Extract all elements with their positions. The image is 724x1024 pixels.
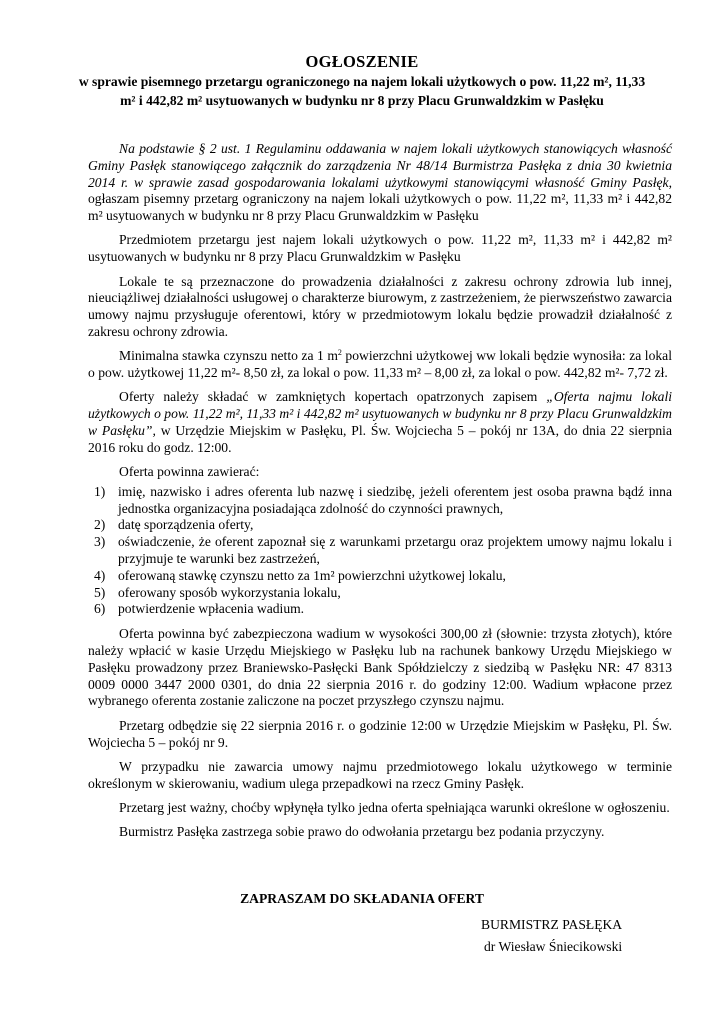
- list-item: [88, 517, 672, 534]
- list-item-text: imię, nazwisko i adres oferenta lub nazwę i siedzibę, jeżeli oferentem jest osoba prawna bądź inna jednostka organizacyjna posiadająca zdolność do czynności prawnych,: [118, 483, 672, 516]
- list-item: [88, 585, 672, 602]
- document-body: [88, 141, 672, 848]
- paragraph-purpose: Lokale te są przeznaczone do prowadzenia działalności z zakresu ochrony zdrowia lub innej, nieuciążliwej działalności usługowej o charakterze biurowym, z zastrzeżeniem, że pierwszeństwo zawarcia umowy najmu przysługuje oferentowi, który w przedmiotowym lokalu będzie prowadził działalność z zakresu ochrony zdrowia.: [88, 273, 672, 339]
- minimum-rate-text-b: powierzchni użytkowej ww lokali będzie wynosiła: za lokal o pow. użytkowej 11,22 m²- 8,50 zł, za lokal o pow. 11,33 m² – 8,00 zł, za lokal o pow. 442,82 m²- 7,72 zł.: [88, 348, 672, 381]
- list-item-number: 4): [94, 567, 106, 583]
- minimum-rate-superscript: 2: [337, 348, 342, 358]
- list-item-number: 6): [94, 601, 106, 617]
- paragraph-tender-date: Przetarg odbędzie się 22 sierpnia 2016 r. o godzinie 12:00 w Urzędzie Miejskim w Pasłęku, Pl. Św. Wojciecha 5 – pokój nr 9.: [88, 717, 672, 750]
- legal-basis-italic: Na podstawie § 2 ust. 1 Regulaminu oddawania w najem lokali użytkowych stanowiących własność Gminy Pasłęk stanowiącego załącznik do zarządzenia Nr 48/14 Burmistrza Pasłęka z dnia 30 kwietnia 2014 r. w sprawie zasad gospodarowania lokalami użytkowymi stanowiącymi własność Gminy Pasłęk: [88, 141, 672, 190]
- paragraph-subject: Przedmiotem przetargu jest najem lokali użytkowych o pow. 11,22 m², 11,33 m² i 442,82 m² usytuowanych w budynku nr 8 przy Placu Grunwaldzkim w Pasłęku: [88, 232, 672, 265]
- offer-contents-list: [88, 484, 672, 618]
- offer-submission-text-a: Oferty należy składać w zamkniętych kopertach opatrzonych zapisem: [119, 389, 547, 405]
- paragraph-deposit: Oferta powinna być zabezpieczona wadium w wysokości 300,00 zł (słownie: trzysta złotych), które należy wpłacić w kasie Urzędu Miejskiego w Pasłęku lub na rachunek bankowy Urzędu Miejskiego w Pasłęku prowadzony przez Braniewsko-Pasłęcki Bank Spółdzielczy z siedzibą w Pasłęku NR: 47 8313 0009 0000 3447 2000 0301, do dnia 22 sierpnia 2016 r. do godziny 12:00. Wadium wpłacone przez wybranego oferenta zostanie zaliczone na poczet przyszłego czynszu najmu.: [88, 626, 672, 709]
- paragraph-cancellation-right: Burmistrz Pasłęka zastrzega sobie prawo do odwołania przetargu bez podania przyczyny.: [119, 824, 605, 840]
- paragraph-minimum-rate: [88, 348, 672, 382]
- minimum-rate-text-a: Minimalna stawka czynszu netto za 1 m: [119, 348, 338, 364]
- list-item-text: oferowaną stawkę czynszu netto za 1m² powierzchni użytkowej lokalu,: [118, 567, 506, 583]
- document-title: OGŁOSZENIE: [305, 52, 419, 71]
- list-item-number: 1): [94, 483, 106, 499]
- offer-submission-italic: „Oferta najmu lokali użytkowych o pow. 11,22 m², 11,33 m² i 442,82 m² usytuowanych w budynku nr 8 przy Placu Grunwaldzkim w Pasłęku”,: [88, 389, 672, 438]
- paragraph-legal-basis: [88, 141, 672, 225]
- document-subtitle: w sprawie pisemnego przetargu ograniczonego na najem lokali użytkowych o pow. 11,22 m², 11,33 m² i 442,82 m² usytuowanych w budynku nr 8 przy Placu Grunwaldzkim w Pasłęku: [78, 74, 646, 108]
- list-item-text: datę sporządzenia oferty,: [118, 517, 254, 533]
- list-item-number: 3): [94, 534, 106, 550]
- list-item: [88, 484, 672, 518]
- offer-submission-text-b: w Urzędzie Miejskim w Pasłęku, Pl. Św. Wojciecha 5 – pokój nr 13A, do dnia 22 sierpnia 2016 roku do godz. 12:00.: [88, 422, 672, 455]
- signature-name: dr Wiesław Śniecikowski: [484, 939, 623, 954]
- list-intro: Oferta powinna zawierać:: [119, 464, 260, 480]
- list-item-number: 2): [94, 517, 106, 533]
- closing-invitation: ZAPRASZAM DO SKŁADANIA OFERT: [240, 891, 484, 906]
- list-item-text: potwierdzenie wpłacenia wadium.: [118, 601, 305, 617]
- list-item-text: oświadczenie, że oferent zapoznał się z warunkami przetargu oraz projektem umowy najmu lokalu i przyjmuje te warunki bez zastrzeżeń,: [118, 534, 672, 567]
- paragraph-validity: Przetarg jest ważny, choćby wpłynęła tylko jedna oferta spełniająca warunki określone w ogłoszeniu.: [119, 799, 670, 815]
- list-item: [88, 568, 672, 585]
- legal-basis-rest: , ogłaszam pisemny przetarg ograniczony na najem lokali użytkowych o pow. 11,22 m², 11,33 m² i 442,82 m² usytuowanych w budynku nr 8 przy Placu Grunwaldzkim w Pasłęku: [88, 174, 672, 224]
- list-item-number: 5): [94, 584, 106, 600]
- signature-title: BURMISTRZ PASŁĘKA: [481, 917, 623, 932]
- list-item: [88, 534, 672, 568]
- paragraph-offer-submission: [88, 389, 672, 456]
- list-item-text: oferowany sposób wykorzystania lokalu,: [118, 584, 341, 600]
- paragraph-deposit-forfeit: W przypadku nie zawarcia umowy najmu przedmiotowego lokalu użytkowego w terminie określonym w skierowaniu, wadium ulega przepadkowi na rzecz Gminy Pasłęk.: [88, 758, 672, 791]
- list-item: [88, 601, 672, 618]
